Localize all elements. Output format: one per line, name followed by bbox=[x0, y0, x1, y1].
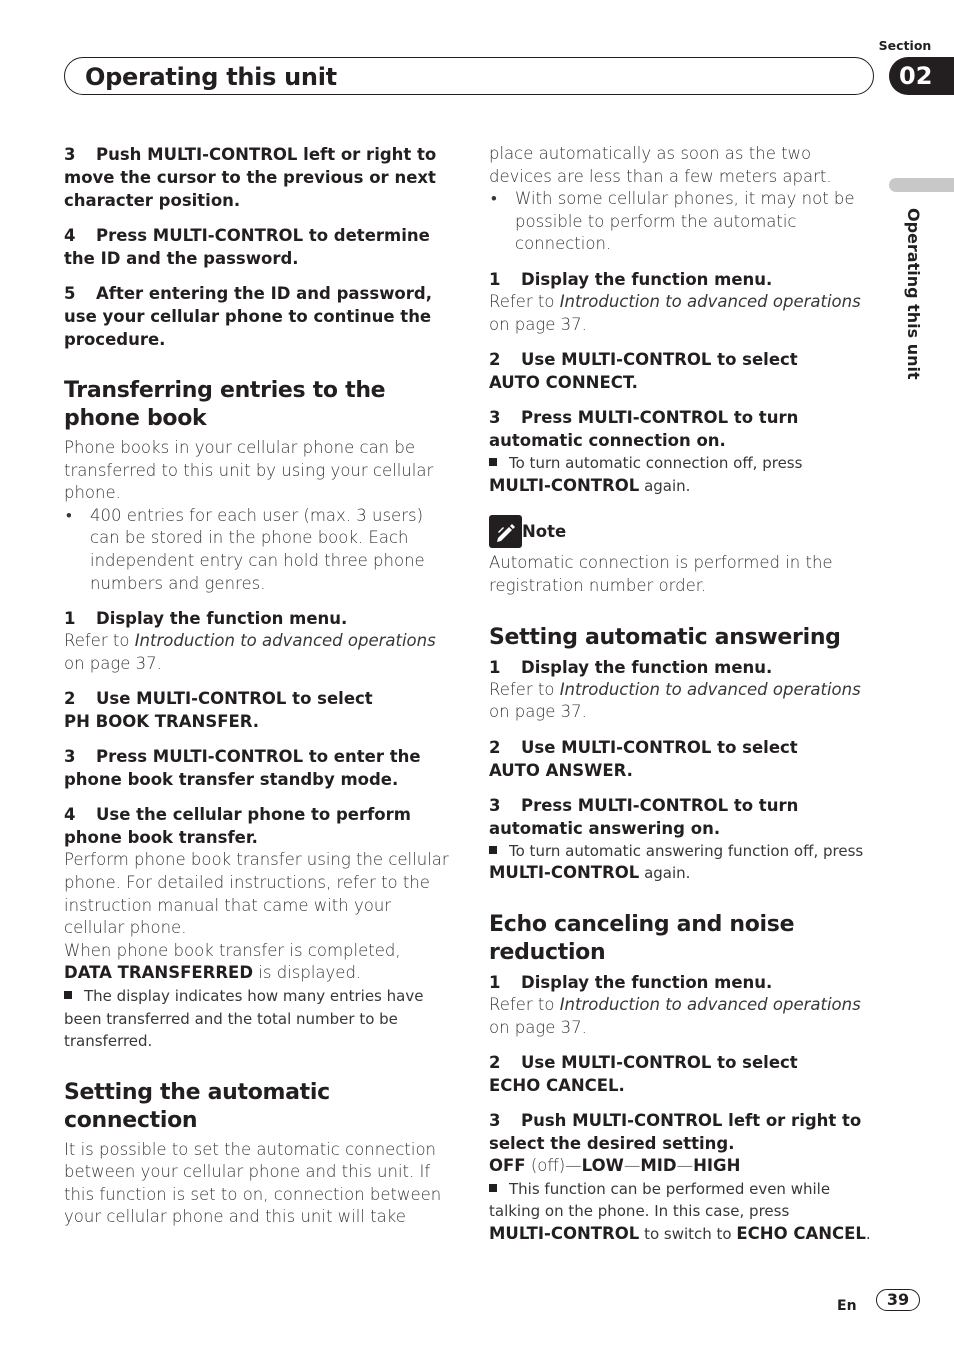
note-item: This function can be performed even while talking on the phone. In this case, press MULTI-CONTROL to switch to ECHO CANCEL. bbox=[489, 1179, 871, 1243]
refer-text: Refer to Introduction to advanced operations on page 37. bbox=[489, 679, 861, 722]
step-item: 1 Display the function menu. bbox=[489, 972, 773, 992]
square-bullet-icon bbox=[64, 991, 72, 999]
pencil-note-icon bbox=[489, 515, 522, 548]
side-tab bbox=[889, 178, 954, 192]
continued-body: place automatically as soon as the two devices are less than a few meters apart. bbox=[489, 144, 832, 186]
auto-connection-heading: Setting the automatic connection bbox=[64, 1079, 330, 1133]
note-label: Note bbox=[522, 522, 567, 542]
bullet-item: • 400 entries for each user (max. 3 users) can be stored in the phone book. Each independent entry can hold three phone numbers and genres. bbox=[66, 505, 425, 593]
step-item: 1 Display the function menu. bbox=[489, 657, 773, 677]
language-label: En bbox=[837, 1298, 857, 1314]
auto-connection-body: It is possible to set the automatic connection between your cellular phone and this unit. If this function is set to on, connection between your cellular phone and this unit will take bbox=[64, 1139, 442, 1227]
square-bullet-icon bbox=[489, 1184, 497, 1192]
section-label: Section bbox=[878, 38, 932, 53]
note-item: To turn automatic connection off, press MULTI-CONTROL again. bbox=[489, 454, 803, 495]
echo-options: OFF (off)—LOW—MID—HIGH bbox=[489, 1156, 741, 1176]
page-number: 39 bbox=[876, 1289, 920, 1311]
transfer-intro: Phone books in your cellular phone can be transferred to this unit by using your cellular phone. bbox=[64, 438, 434, 503]
square-bullet-icon bbox=[489, 458, 497, 466]
step-item: 2 Use MULTI-CONTROL to select ECHO CANCEL. bbox=[489, 1053, 798, 1096]
refer-text: Refer to Introduction to advanced operations on page 37. bbox=[64, 631, 436, 673]
left-column bbox=[64, 143, 454, 1229]
note-item: The display indicates how many entries have been transferred and the total number to be transferred. bbox=[64, 986, 424, 1051]
note-header bbox=[489, 515, 879, 548]
square-bullet-icon bbox=[489, 846, 497, 854]
bullet-item: • With some cellular phones, it may not be possible to perform the automatic connection. bbox=[491, 189, 855, 254]
section-number-badge: 02 bbox=[889, 57, 954, 95]
side-section-label: Operating this unit bbox=[904, 208, 923, 380]
transfer-heading: Transferring entries to the phone book bbox=[64, 378, 386, 431]
step-item: 1 Display the function menu. bbox=[64, 609, 348, 629]
transfer-complete: When phone book transfer is completed, DATA TRANSFERRED is displayed. bbox=[64, 940, 401, 983]
note-item: To turn automatic answering function off, press MULTI-CONTROL again. bbox=[489, 841, 864, 883]
step-item: 2 Use MULTI-CONTROL to select PH BOOK TRANSFER. bbox=[64, 689, 373, 732]
page-title: Operating this unit bbox=[85, 63, 337, 91]
step-item: 1 Display the function menu. bbox=[489, 269, 773, 289]
step-item: 5 After entering the ID and password, use your cellular phone to continue the procedure. bbox=[64, 284, 432, 349]
step-item: 4 Use the cellular phone to perform phone book transfer. bbox=[64, 805, 411, 848]
refer-text: Refer to Introduction to advanced operations on page 37. bbox=[489, 291, 861, 334]
step-item: 4 Press MULTI-CONTROL to determine the ID and the password. bbox=[64, 226, 430, 268]
step-item: 3 Press MULTI-CONTROL to enter the phone book transfer standby mode. bbox=[64, 747, 421, 790]
step-item: 3 Push MULTI-CONTROL left or right to select the desired setting. bbox=[489, 1111, 862, 1154]
step-item: 3 Press MULTI-CONTROL to turn automatic connection on. bbox=[489, 408, 799, 451]
note-body: Automatic connection is performed in the registration number order. bbox=[489, 553, 833, 595]
right-column bbox=[489, 143, 879, 1245]
echo-cancel-heading: Echo canceling and noise reduction bbox=[489, 911, 795, 965]
step-item: 2 Use MULTI-CONTROL to select AUTO CONNECT. bbox=[489, 350, 798, 393]
title-bar bbox=[64, 57, 874, 95]
step-item: 2 Use MULTI-CONTROL to select AUTO ANSWER. bbox=[489, 737, 798, 780]
step-item: 3 Push MULTI-CONTROL left or right to move the cursor to the previous or next character position. bbox=[64, 145, 437, 210]
step-item: 3 Press MULTI-CONTROL to turn automatic answering on. bbox=[489, 795, 799, 838]
refer-text: Refer to Introduction to advanced operations on page 37. bbox=[489, 994, 861, 1037]
auto-answer-heading: Setting automatic answering bbox=[489, 624, 841, 650]
step4-body: Perform phone book transfer using the cellular phone. For detailed instructions, refer to the instruction manual that came with your cellular phone. bbox=[64, 850, 449, 938]
